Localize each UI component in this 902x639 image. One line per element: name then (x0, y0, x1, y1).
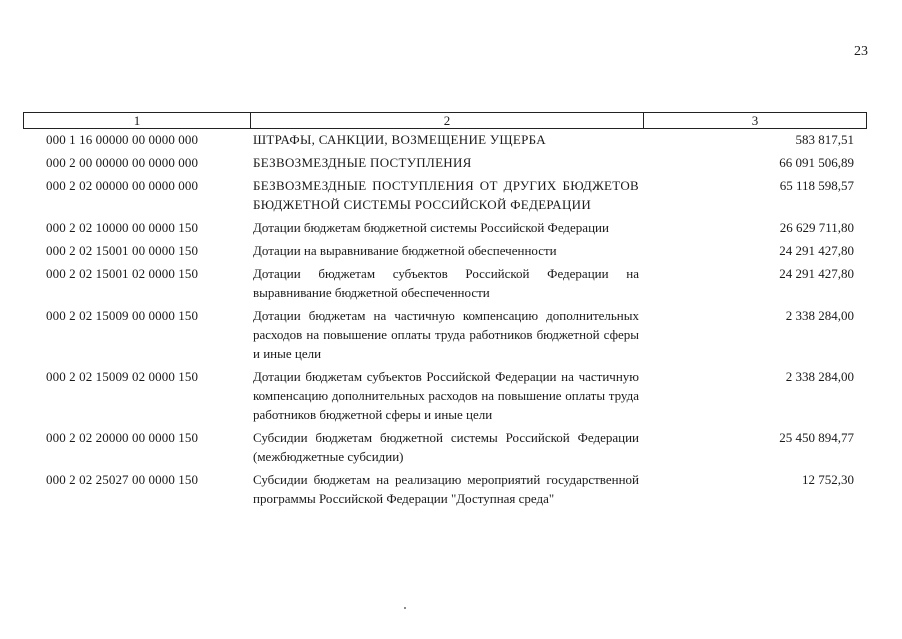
budget-code: 000 2 02 15001 00 0000 150 (46, 243, 199, 258)
budget-amount: 65 118 598,57 (779, 178, 854, 193)
budget-item-name: Дотации бюджетам бюджетной системы Российской Федерации (253, 220, 609, 235)
budget-code: 000 1 16 00000 00 0000 000 (46, 132, 199, 147)
column-header-3: 3 (644, 113, 867, 129)
budget-amount: 66 091 506,89 (779, 155, 854, 170)
budget-code: 000 2 02 15001 02 0000 150 (46, 266, 199, 281)
budget-amount: 583 817,51 (795, 132, 854, 147)
column-header-table (23, 112, 867, 129)
page-number: 23 (854, 44, 868, 59)
budget-amount: 2 338 284,00 (785, 369, 854, 384)
budget-amount: 2 338 284,00 (785, 308, 854, 323)
budget-amount: 26 629 711,80 (779, 220, 854, 235)
budget-amount: 24 291 427,80 (779, 266, 854, 281)
budget-item-name: БЕЗВОЗМЕЗДНЫЕ ПОСТУПЛЕНИЯ (253, 155, 472, 170)
table-row (23, 306, 866, 363)
scan-speck (404, 607, 406, 609)
budget-code: 000 2 02 10000 00 0000 150 (46, 220, 199, 235)
table-row (23, 218, 866, 237)
budget-item-name: Дотации на выравнивание бюджетной обеспеченности (253, 243, 557, 258)
budget-amount: 25 450 894,77 (779, 430, 854, 445)
table-row (23, 470, 866, 508)
budget-item-name: Дотации бюджетам на частичную компенсацию дополнительных расходов на повышение оплаты труда работников бюджетной сферы и иные цели (253, 308, 639, 361)
budget-item-name: Дотации бюджетам субъектов Российской Федерации на частичную компенсацию дополнительных расходов на повышение оплаты труда работников бюджетной сферы и иные цели (253, 369, 639, 422)
budget-item-name: Дотации бюджетам субъектов Российской Федерации на выравнивание бюджетной обеспеченности (253, 266, 639, 300)
table-row (23, 367, 866, 424)
budget-code: 000 2 02 25027 00 0000 150 (46, 472, 199, 487)
budget-item-name: ШТРАФЫ, САНКЦИИ, ВОЗМЕЩЕНИЕ УЩЕРБА (253, 132, 546, 147)
column-header-2: 2 (251, 113, 644, 129)
budget-code: 000 2 02 15009 00 0000 150 (46, 308, 199, 323)
budget-code: 000 2 00 00000 00 0000 000 (46, 155, 199, 170)
budget-item-name: Субсидии бюджетам на реализацию мероприятий государственной программы Российской Федерации "Доступная среда" (253, 472, 639, 506)
table-row (23, 428, 866, 466)
table-row (23, 176, 866, 214)
table-row (23, 130, 866, 149)
table-row (23, 241, 866, 260)
budget-amount: 12 752,30 (802, 472, 854, 487)
budget-rows (23, 130, 866, 512)
budget-code: 000 2 02 20000 00 0000 150 (46, 430, 199, 445)
budget-item-name: Субсидии бюджетам бюджетной системы Российской Федерации (межбюджетные субсидии) (253, 430, 639, 464)
column-header-1: 1 (24, 113, 251, 129)
table-row (23, 153, 866, 172)
budget-code: 000 2 02 00000 00 0000 000 (46, 178, 199, 193)
column-header-row (24, 113, 867, 129)
budget-amount: 24 291 427,80 (779, 243, 854, 258)
budget-code: 000 2 02 15009 02 0000 150 (46, 369, 199, 384)
budget-item-name: БЕЗВОЗМЕЗДНЫЕ ПОСТУПЛЕНИЯ ОТ ДРУГИХ БЮДЖЕТОВ БЮДЖЕТНОЙ СИСТЕМЫ РОССИЙСКОЙ ФЕДЕРАЦИИ (253, 178, 639, 212)
table-row (23, 264, 866, 302)
